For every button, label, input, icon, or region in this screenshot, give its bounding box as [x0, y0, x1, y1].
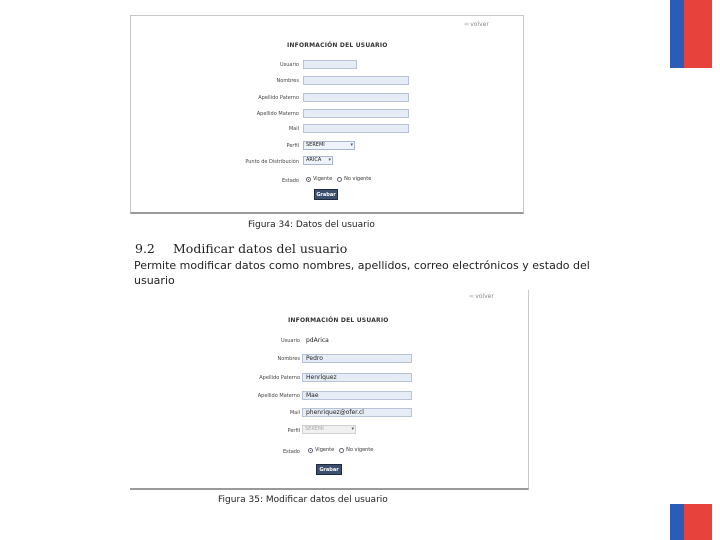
field-label: Mail: [289, 410, 300, 416]
section-title: Modificar datos del usuario: [173, 241, 348, 256]
no-vigente-radio[interactable]: [337, 177, 342, 182]
field-label: Apellido Paterno: [259, 375, 300, 381]
back-arrows-icon: ‹‹‹: [469, 293, 474, 300]
estado-radio-group: Vigente No vigente: [306, 176, 371, 182]
form-title: INFORMACIÓN DEL USUARIO: [287, 42, 388, 49]
chevron-down-icon: ▾: [328, 157, 331, 163]
figure-35-screenshot: [130, 290, 529, 490]
section-heading: [135, 241, 347, 256]
apellido-paterno-input[interactable]: [303, 93, 409, 102]
vigente-radio[interactable]: [308, 448, 313, 453]
apellido-materno-input[interactable]: Mae: [302, 391, 412, 400]
field-label: Punto de Distribución: [245, 159, 299, 165]
field-label: Apellido Paterno: [258, 95, 299, 101]
nombres-input[interactable]: Pedro: [302, 354, 412, 363]
grabar-button[interactable]: Grabar: [316, 464, 342, 475]
field-label: Mail: [288, 126, 299, 132]
flag-decoration-top: [670, 0, 712, 68]
field-label: Apellido Materno: [256, 111, 299, 117]
section-number: 9.2: [135, 241, 155, 256]
field-label: Estado: [282, 449, 300, 455]
figure-35-caption: Figura 35: Modificar datos del usuario: [218, 495, 388, 505]
estado-radio-group: Vigente No vigente: [308, 447, 373, 453]
apellido-materno-input[interactable]: [303, 109, 409, 118]
mail-input[interactable]: [303, 124, 409, 133]
volver-link[interactable]: ‹‹‹ volver: [464, 21, 489, 28]
mail-input[interactable]: phenriquez@ofer.cl: [302, 408, 412, 417]
usuario-input[interactable]: [303, 60, 357, 69]
field-label: Apellido Materno: [257, 393, 300, 399]
field-label: Perfil: [286, 143, 299, 149]
field-label: Usuario: [280, 338, 300, 344]
apellido-paterno-input[interactable]: Henríquez: [302, 373, 412, 382]
nombres-input[interactable]: [303, 76, 409, 85]
usuario-value: pdArica: [302, 336, 362, 345]
flag-decoration-bottom: [670, 504, 712, 540]
figure-34-caption: Figura 34: Datos del usuario: [248, 220, 375, 230]
punto-distribucion-select[interactable]: ARICA ▾: [303, 156, 333, 165]
back-arrows-icon: ‹‹‹: [464, 21, 469, 28]
field-label: Nombres: [276, 78, 299, 84]
field-label: Nombres: [277, 356, 300, 362]
perfil-select[interactable]: SEREMI ▾: [303, 141, 355, 150]
no-vigente-radio[interactable]: [339, 448, 344, 453]
field-label: Perfil: [287, 428, 300, 434]
form-title: INFORMACIÓN DEL USUARIO: [288, 317, 389, 324]
grabar-button[interactable]: Grabar: [314, 189, 338, 200]
section-body: Permite modificar datos como nombres, apellidos, correo electrónicos y estado del usuario: [134, 259, 590, 287]
figure-34-screenshot: [130, 15, 524, 214]
field-label: Estado: [281, 178, 299, 184]
volver-link[interactable]: ‹‹‹ volver: [469, 293, 494, 300]
field-label: Usuario: [279, 62, 299, 68]
chevron-down-icon: ▾: [350, 142, 353, 148]
chevron-down-icon: ▾: [351, 426, 354, 432]
perfil-select[interactable]: SEREMI ▾: [302, 425, 356, 434]
vigente-radio[interactable]: [306, 177, 311, 182]
